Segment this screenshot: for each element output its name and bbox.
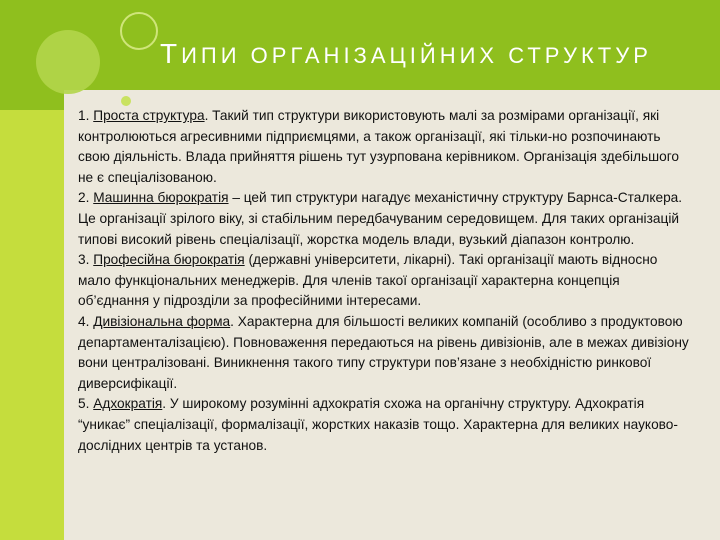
title-rest: ИПИ ОРГАНІЗАЦІЙНИХ СТРУКТУР — [181, 43, 652, 68]
slide-body — [78, 106, 690, 456]
item-link-adhokratiia[interactable]: Адхократія — [93, 396, 163, 412]
item-number: 5. — [78, 396, 90, 412]
title-first-letter: Т — [160, 38, 182, 69]
decorative-circle-small — [121, 96, 131, 106]
item-text: – цей тип структури нагадує механістичну структуру Барнса-Сталкера. Це організації зрілого віку, зі стабільним передбачуваним середовищем. Для таких організацій типові високий рівень спеціалізації, жорстка модель влади, вузький діапазон контролю. — [78, 190, 683, 247]
list-item — [78, 250, 690, 312]
item-link-mashynna[interactable]: Машинна бюрократія — [93, 190, 229, 206]
item-number: 1. — [78, 108, 90, 123]
slide-title — [160, 38, 652, 70]
item-link-profesiina[interactable]: Професійна бюрократія — [93, 252, 245, 268]
list-item — [78, 106, 690, 188]
item-text: (державні університети, лікарні). Такі організації мають відносно мало функціональних менеджерів. Для членів такої організації характерна концепція об’єднання у підрозділи за професійними інтересами. — [78, 252, 658, 309]
decorative-circle-ring — [120, 12, 158, 50]
list-item — [78, 312, 690, 394]
item-number: 4. — [78, 313, 90, 329]
list-item — [78, 394, 690, 456]
item-text: . Такий тип структури використовують малі за розмірами організації, які контролюються агресивними підприємцями, а також організації, які тільки-но розпочинають свою діяльність. Влада прийняття рішень тут узурпована керівником. Організація здебільшого не є спеціалізованою. — [78, 108, 680, 185]
list-item — [78, 188, 690, 250]
item-text: . Характерна для більшості великих компаній (особливо з продуктовою департаменталізацією). Повноваження передаються на рівень дивізіонів, але в межах дивізіону вони централізовані. Виникнення такого типу структури пов’язане з необхідністю ринкової диверсифікації. — [78, 313, 689, 391]
item-number: 3. — [78, 252, 90, 268]
decorative-circle-large — [36, 30, 100, 94]
item-link-dyvizionalna[interactable]: Дивізіональна форма — [93, 313, 231, 329]
item-text: . У широкому розумінні адхократія схожа на органічну структуру. Адхократія “уникає” спеціалізації, формалізації, жорстких наказів тощо. Характерна для великих науково-дослідних центрів та установ. — [78, 396, 678, 453]
item-number: 2. — [78, 190, 90, 206]
item-link-prosta[interactable]: Проста структура — [93, 108, 205, 123]
